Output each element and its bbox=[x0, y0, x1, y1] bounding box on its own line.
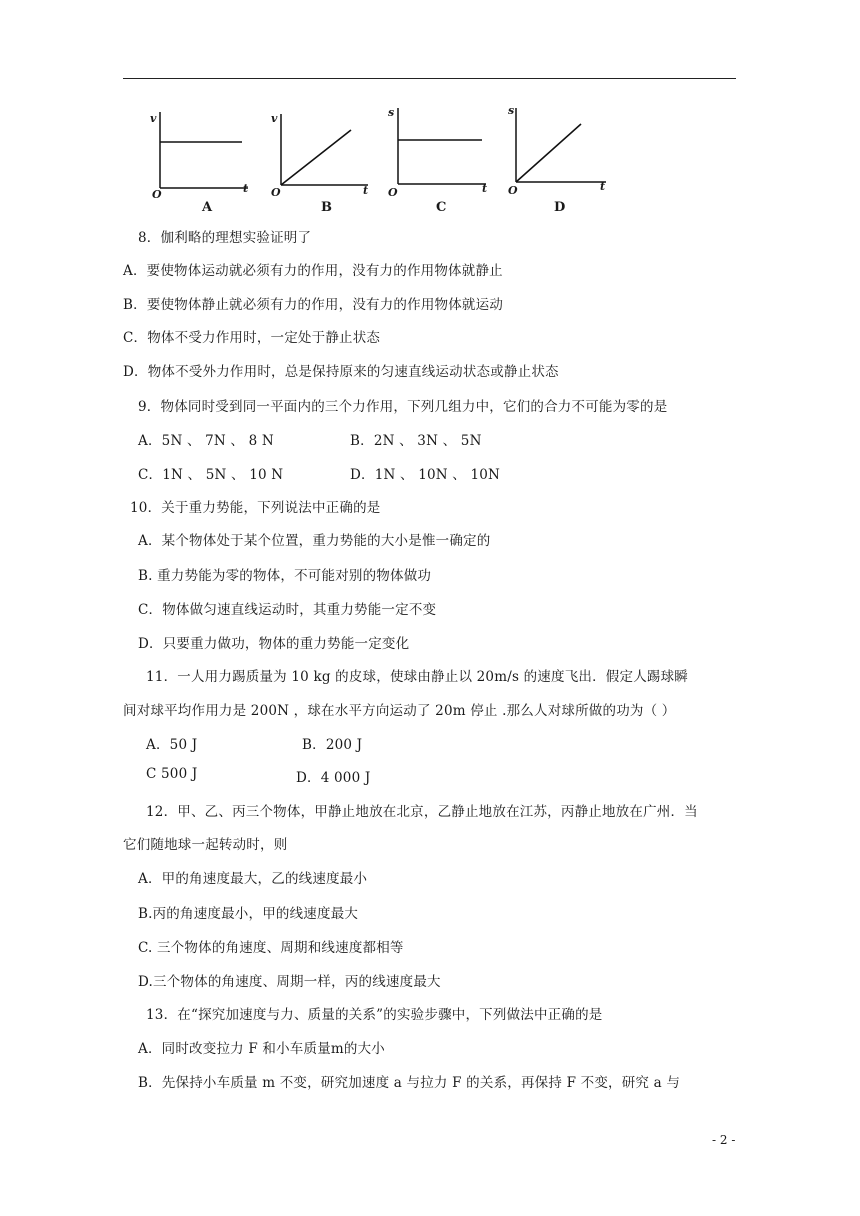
q13-option-b: B．先保持小车质量 m 不变，研究加速度 a 与拉力 F 的关系，再保持 F 不变，研究 a 与 bbox=[138, 1075, 681, 1091]
graph-d-origin: O bbox=[508, 184, 518, 197]
question-12-line-1: 12．甲、乙、丙三个物体，甲静止地放在北京，乙静止地放在江苏，丙静止地放在广州．当 bbox=[146, 804, 698, 820]
q12-option-a: A．甲的角速度最大，乙的线速度最小 bbox=[138, 871, 368, 887]
graph-d bbox=[508, 100, 618, 220]
q12-option-c: C. 三个物体的角速度、周期和线速度都相等 bbox=[138, 940, 404, 956]
question-11-line-1: 11．一人用力踢质量为 10 kg 的皮球，使球由静止以 20m/s 的速度飞出．假定人踢球瞬 bbox=[146, 669, 688, 685]
header-rule bbox=[123, 78, 736, 79]
graph-b-plot bbox=[263, 100, 373, 200]
question-12-line-2: 它们随地球一起转动时，则 bbox=[123, 837, 288, 853]
q12-option-b: B.丙的角速度最小，甲的线速度最大 bbox=[138, 906, 359, 922]
q9-option-a: A．5N 、 7N 、 8 N bbox=[138, 433, 274, 449]
graph-a-yaxis-label: v bbox=[150, 112, 157, 125]
graph-c bbox=[386, 100, 496, 220]
graph-c-caption: C bbox=[436, 200, 447, 215]
graph-c-origin: O bbox=[388, 186, 398, 199]
graph-a-plot bbox=[140, 100, 250, 200]
question-8: 8．伽利略的理想实验证明了 bbox=[138, 230, 312, 246]
question-9: 9．物体同时受到同一平面内的三个力作用，下列几组力中，它们的合力不可能为零的是 bbox=[138, 399, 668, 415]
q8-option-b: B．要使物体静止就必须有力的作用，没有力的作用物体就运动 bbox=[123, 297, 504, 313]
q11-option-b: B．200 J bbox=[302, 737, 363, 753]
q8-option-d: D．物体不受外力作用时，总是保持原来的匀速直线运动状态或静止状态 bbox=[123, 364, 559, 380]
graph-b-line bbox=[281, 130, 351, 185]
graph-b-xaxis-label: t bbox=[363, 184, 369, 197]
graph-d-yaxis-label: s bbox=[508, 104, 515, 117]
graph-d-caption: D bbox=[554, 200, 566, 215]
graph-a bbox=[140, 100, 250, 220]
q8-option-c: C．物体不受力作用时，一定处于静止状态 bbox=[123, 330, 381, 346]
q12-option-d: D.三个物体的角速度、周期一样，丙的线速度最大 bbox=[138, 974, 441, 990]
q10-option-a: A．某个物体处于某个位置，重力势能的大小是惟一确定的 bbox=[138, 533, 491, 549]
graph-a-origin: O bbox=[152, 188, 162, 201]
question-10: 10．关于重力势能，下列说法中正确的是 bbox=[130, 500, 381, 516]
q13-option-a: A．同时改变拉力 F 和小车质量m的大小 bbox=[138, 1041, 385, 1057]
graph-b-yaxis-label: v bbox=[271, 112, 278, 125]
graph-c-xaxis-label: t bbox=[482, 182, 488, 195]
graph-c-plot bbox=[386, 100, 496, 200]
graph-d-xaxis-label: t bbox=[600, 180, 606, 193]
graph-b-caption: B bbox=[321, 200, 332, 215]
q9-option-c: C．1N 、 5N 、 10 N bbox=[138, 467, 284, 483]
q11-option-d: D．4 000 J bbox=[296, 770, 371, 786]
q9-option-d: D．1N 、 10N 、 10N bbox=[350, 467, 501, 483]
q10-option-c: C．物体做匀速直线运动时，其重力势能一定不变 bbox=[138, 602, 437, 618]
graph-d-line bbox=[516, 124, 581, 182]
graph-b-origin: O bbox=[271, 186, 281, 199]
motion-graphs bbox=[140, 100, 620, 220]
question-11-line-2: 间对球平均作用力是 200N ，球在水平方向运动了 20m 停止 .那么人对球所做的功为（ ） bbox=[123, 703, 676, 719]
q11-option-c: C 500 J bbox=[146, 766, 198, 782]
q11-option-a: A．50 J bbox=[146, 737, 198, 753]
q10-option-b: B. 重力势能为零的物体，不可能对别的物体做功 bbox=[138, 568, 432, 584]
graph-a-caption: A bbox=[202, 200, 213, 215]
q9-option-b: B．2N 、 3N 、 5N bbox=[350, 433, 482, 449]
graph-a-xaxis-label: t bbox=[243, 182, 249, 195]
graph-c-yaxis-label: s bbox=[388, 106, 395, 119]
q8-option-a: A．要使物体运动就必须有力的作用，没有力的作用物体就静止 bbox=[123, 263, 503, 279]
question-13: 13．在“探究加速度与力、质量的关系”的实验步骤中，下列做法中正确的是 bbox=[146, 1007, 603, 1023]
page-number: - 2 - bbox=[712, 1133, 736, 1147]
graph-b bbox=[263, 100, 373, 220]
q10-option-d: D．只要重力做功，物体的重力势能一定变化 bbox=[138, 636, 410, 652]
